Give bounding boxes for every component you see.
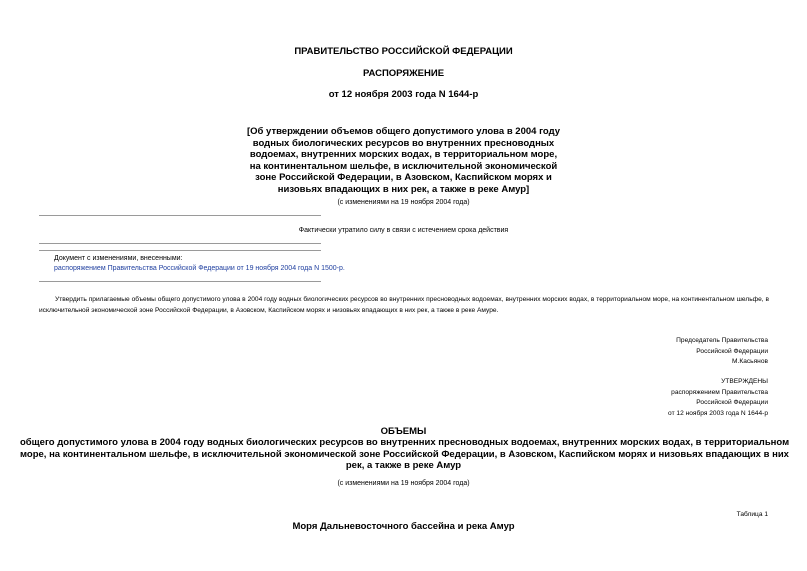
approval-line: УТВЕРЖДЕНЫ [721,378,768,385]
volumes-title-line: море, на континентальном шельфе, в исключительной экономической зоне Российской Федерации, в Азовском, Каспийском морях и низовьях впадающих в них [20,448,789,460]
amendment-link[interactable]: распоряжением Правительства Российской Федерации от 19 ноября 2004 года N 1500-р. [54,265,345,272]
volumes-title-line: общего допустимого улова в 2004 году водных биологических ресурсов во внутренних пресноводных водоемах, внутренних морских водах, в территориальном [20,437,790,448]
title-line: водоемах, внутренних морских водах, в территориальном море, [249,149,558,161]
title-line: зоне Российской Федерации, в Азовском, Каспийском морях и [255,172,552,184]
volumes-title-line: рек, а также в реке Амур [345,460,462,472]
divider [39,250,321,251]
approval-line: Российской Федерации [696,399,768,406]
table-label: Таблица 1 [736,511,768,518]
signature-line: Председатель Правительства [676,337,768,344]
volumes-changes-note: (с изменениями на 19 ноября 2004 года) [337,480,470,487]
volumes-title [20,437,790,472]
status-note: Фактически утратило силу в связи с истечением срока действия [298,227,509,234]
approval-line: распоряжением Правительства [671,388,768,396]
section-title: Моря Дальневосточного бассейна и река Амур [292,521,515,532]
signature-line: Российской Федерации [696,347,768,355]
document-title [220,126,587,196]
title-line: низовьях впадающих в них рек, а также в реке Амур] [277,183,530,195]
signature-block [560,336,768,368]
approval-block [560,377,768,419]
changes-note: (с изменениями на 19 ноября 2004 года) [337,199,470,206]
approval-line: от 12 ноября 2003 года N 1644-р [668,409,768,417]
signature-line: М.Касьянов [732,358,768,365]
divider [39,243,321,244]
title-line: на континентальном шельфе, в исключительной экономической [249,160,558,172]
title-line: [Об утверждении объемов общего допустимого улова в 2004 году [246,126,561,137]
body-paragraph: Утвердить прилагаемые объемы общего допустимого улова в 2004 году водных биологических ресурсов во внутренних пресноводных водоемах, внутренних морских водах, в территориальном море, на континентальном шельфе, в исключительной экономической зоне Российской Федерации, в Азовском, Каспийском морях и низовьях впадающих в них рек, а также в реке Амуре. [39,296,769,314]
document-date-number: от 12 ноября 2003 года N 1644-р [328,89,479,100]
title-line: водных биологических ресурсов во внутренних пресноводных [252,137,555,149]
divider [39,215,321,216]
amendments-label: Документ с изменениями, внесенными: [54,255,183,262]
document-type: РАСПОРЯЖЕНИЕ [362,68,445,79]
divider [39,281,321,282]
volumes-heading: ОБЪЕМЫ [380,426,427,437]
government-name: ПРАВИТЕЛЬСТВО РОССИЙСКОЙ ФЕДЕРАЦИИ [294,46,513,57]
